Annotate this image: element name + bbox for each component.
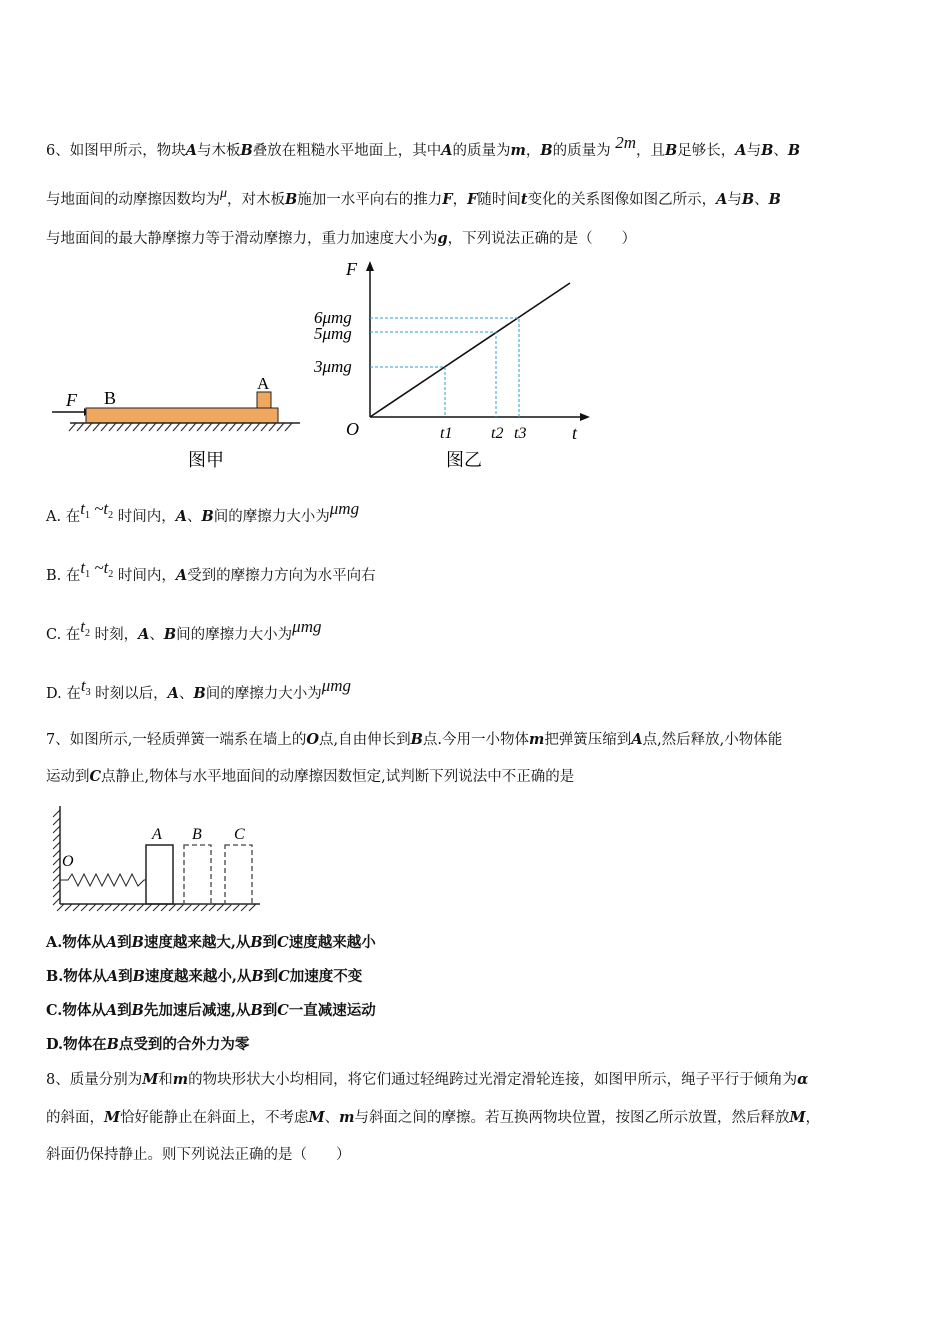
q8-line2: 的斜面，M恰好能静止在斜面上，不考虑M、m与斜面之间的摩擦。若互换两物块位置，按图乙所示放置，然后释放M， (46, 1109, 821, 1126)
q6-option-b: B. 在$t_1$ $\sim t_2$ 时间内，A受到的摩擦力方向为水平向右 (46, 558, 376, 584)
board-B (86, 408, 278, 423)
wall-hatch (53, 810, 60, 905)
figure-yi (310, 255, 600, 480)
two-m: 2m (615, 133, 637, 152)
y-axis-arrow (366, 261, 374, 271)
tick-t3: t3 (514, 425, 527, 442)
block-at-C (225, 845, 252, 904)
tick-6mumg: 6μmg (314, 308, 352, 327)
q7-option-b: B.物体从A到B速度越来越小,从B到C加速度不变 (46, 968, 363, 985)
label-B: B (104, 388, 117, 408)
label-O: O (62, 853, 74, 870)
q6-line1: 6、如图甲所示，物块A与木板B叠放在粗糙水平地面上，其中A的质量为m，B的质量为 2m，且B足够长，A与B、B (46, 133, 801, 159)
caption-yi: 图乙 (446, 450, 482, 470)
label-F: F (66, 390, 77, 410)
spring-figure (50, 800, 270, 915)
tick-t2: t2 (491, 425, 504, 442)
q6-line3: 与地面间的最大静摩擦力等于滑动摩擦力，重力加速度大小为g，下列说法正确的是（ ） (46, 230, 637, 247)
q6-line2: 与地面间的动摩擦因数均为μ，对木板B施加一水平向右的推力F，F随时间t变化的关系图像如图乙所示，A与B、B (46, 186, 781, 208)
q7-option-a: A.物体从A到B速度越来越大,从B到C速度越来越小 (46, 934, 376, 951)
tick-t1: t1 (440, 425, 453, 442)
caption-jia: 图甲 (188, 450, 224, 470)
q8-line3: 斜面仍保持静止。则下列说法正确的是（ ） (46, 1147, 351, 1163)
label-A: A (152, 826, 162, 843)
q6-option-a: A. 在$t_1$ $\sim t_2$ 时间内，A、B间的摩擦力大小为μmg (46, 499, 360, 525)
block-A (257, 392, 271, 408)
tick-5mumg: 5μmg (314, 324, 352, 343)
q6-option-d: D. 在$t_3$ 时刻以后，A、B间的摩擦力大小为μmg (46, 676, 352, 702)
q7-option-d: D.物体在B点受到的合外力为零 (46, 1036, 250, 1053)
ground-hatch (69, 423, 292, 431)
force-line (370, 283, 570, 417)
label-A: A (257, 374, 270, 393)
q8-line1: 8、质量分别为M和m的物块形状大小均相同，将它们通过轻绳跨过光滑定滑轮连接，如图甲所示，绳子平行于倾角为α (46, 1071, 809, 1088)
q7-line2: 运动到C点静止,物体与水平地面间的动摩擦因数恒定,试判断下列说法中不正确的是 (46, 768, 575, 785)
figure-jia (40, 370, 310, 480)
q6-option-c: C. 在$t_2$ 时刻，A、B间的摩擦力大小为μmg (46, 617, 322, 643)
q7-option-c: C.物体从A到B先加速后减速,从B到C一直减速运动 (46, 1002, 376, 1019)
floor-hatch (57, 904, 256, 911)
q7-line1: 7、如图所示,一轻质弹簧一端系在墙上的O点,自由伸长到B点.今用一小物体m把弹簧压缩到A点,然后释放,小物体能 (46, 731, 783, 748)
x-axis-arrow (580, 413, 590, 421)
y-axis-label: F (346, 259, 357, 279)
label-B: B (192, 826, 202, 843)
block-at-A (146, 845, 173, 904)
origin-label: O (346, 419, 359, 439)
block-at-B (184, 845, 211, 904)
label-C: C (234, 826, 245, 843)
spring (60, 874, 146, 886)
tick-3mumg: 3μmg (314, 357, 352, 376)
x-axis-label: t (572, 423, 578, 443)
